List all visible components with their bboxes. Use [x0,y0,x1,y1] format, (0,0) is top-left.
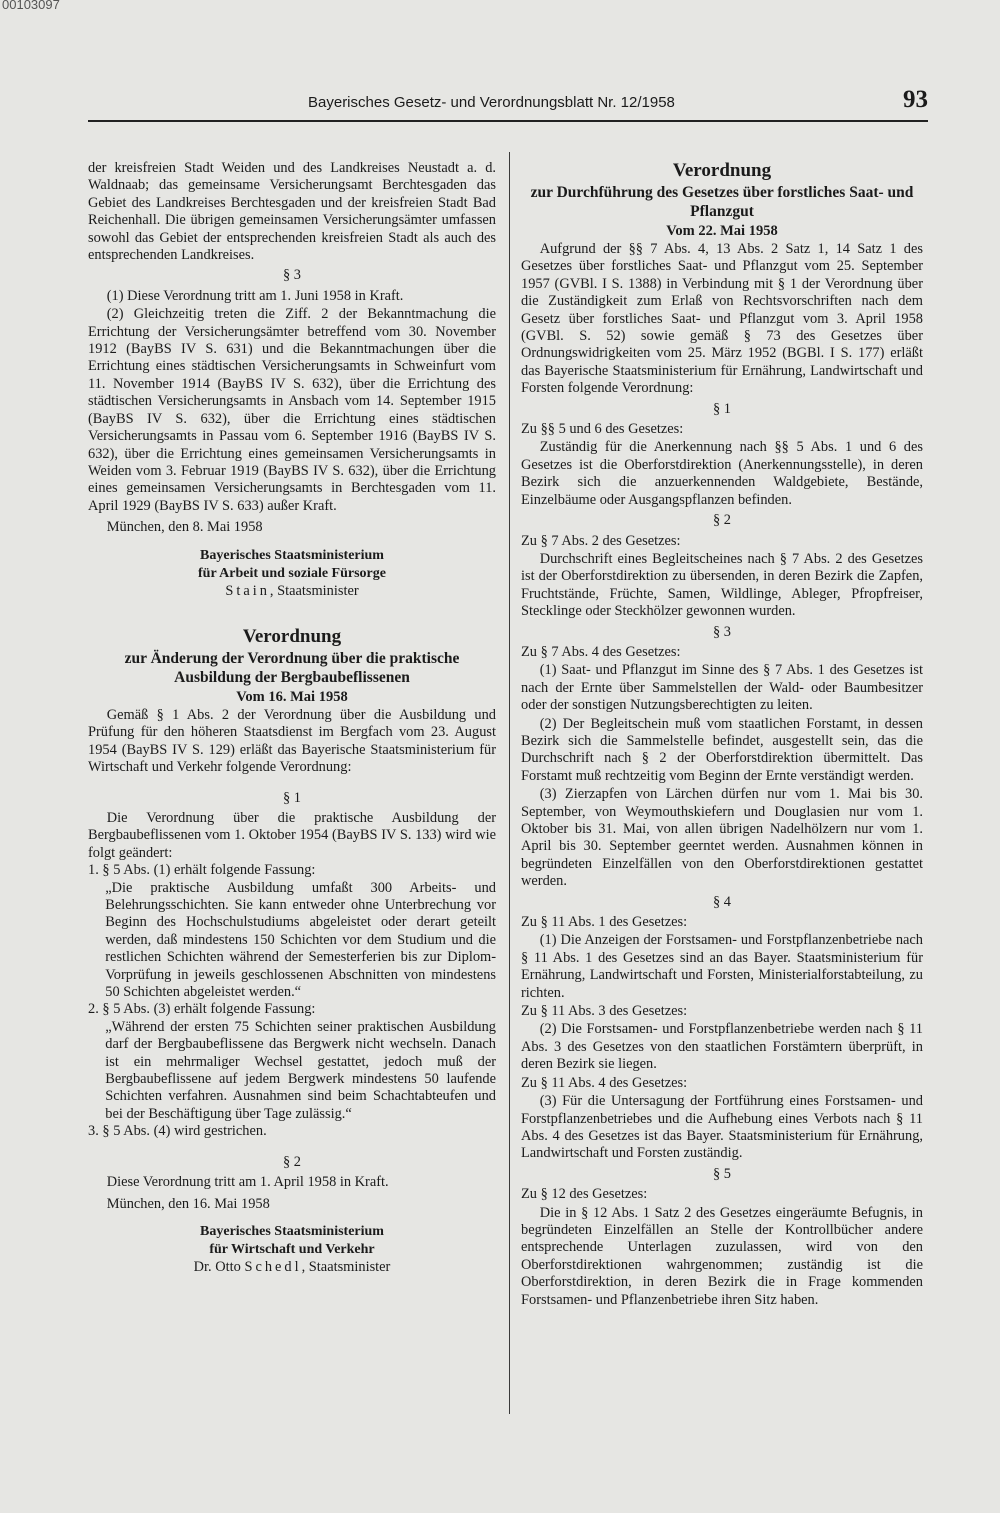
item-text: § 5 Abs. (1) erhält folgende Fassung: [102,862,316,879]
paragraph: Durchschrift eines Begleitscheines nach § 7 Abs. 2 des Gesetzes ist der Oberforstdirektion zu übersenden, in deren Bezirk die Zapfen, Fruchtstände, Früchte, Samen, Wildlinge, Ableger, Pfropfreiser, Stecklinge oder Steckhölzer gewonnen wurden. [521,550,923,620]
signer-prefix: Dr. Otto [193,1258,245,1275]
left-column [88,160,496,1276]
paragraph: Zuständig für die Anerkennung nach §§ 5 Abs. 1 und 6 des Gesetzes ist die Oberforstdirektion (Anerkennungsstelle), in deren Bezirk sich die anzuerkennenden Waldgebiete, Bestände, Einzelbäume oder Ausgangspflanzen befinden. [521,439,923,508]
right-column [521,160,923,1309]
paragraph: (1) Saat- und Pflanzgut im Sinne des § 7 Abs. 1 des Gesetzes ist nach der Ernte über Sammelstellen der Wald- oder Baumbesitzer oder der sonstigen Nutzungsberechtigten zu leiten. [521,662,923,714]
section-reference: Zu § 11 Abs. 3 des Gesetzes: [521,1003,688,1020]
ordinance-date: Vom 16. Mai 1958 [236,688,348,705]
spacer [88,600,496,626]
item-number: 1. [88,862,99,879]
date-line: München, den 8. Mai 1958 [106,519,263,536]
column-divider [509,152,510,1414]
signature-authority: für Arbeit und soziale Fürsorge [198,565,386,581]
paragraph: Die Verordnung über die praktische Ausbildung der Bergbaubeflissenen vom 1. Oktober 1954 (BayBS IV S. 133) wird wie folgt geändert: [88,809,496,861]
spacer [88,1141,496,1151]
signature-authority: Bayerisches Staatsministerium [200,547,384,563]
item-quote: „Die praktische Ausbildung umfaßt 300 Arbeits- und Belehrungsschichten. Sie kann entweder ohne Unterbrechung vor Beginn des Hochschulstudiums abgeleistet oder derart geteilt werden, daß mindestens 150 Schichten vor dem Studium und die restlichen Schichten während der Semesterferien bis zur Diplom-Vorprüfung in jeweils geschlossenen Abschnitten von mindestens 50 Schichten abgeleistet werden.“ [105,879,496,1001]
paragraph: Die in § 12 Abs. 1 Satz 2 des Gesetzes eingeräumte Befugnis, in begründeten Einzelfällen an Stelle der Kontrollbücher andere entsprechende Unterlagen zuzulassen, wird von den Oberforstdirektionen wahrgenommen; zuständig ist die Oberforstdirektion, in deren Bezirk die in Frage kommenden Forstsamen- und Pflanzenbetriebe ihren Sitz haben. [521,1204,923,1308]
section-heading: § 3 [713,623,731,640]
paragraph: (3) Zierzapfen von Lärchen dürfen nur vom 1. Mai bis 30. September, von Weymouthskiefern und Douglasien nur vom 1. Oktober bis 31. Mai, von allen übrigen Nadelhölzern nur vom 1. April bis 30. September geerntet werden. Ausnahmen können in begründeten Einzelfällen von den Oberforstdirektionen gestattet werden. [521,786,923,890]
ordinance-subtitle: zur Änderung der Verordnung über die praktische Ausbildung der Bergbaubeflissenen [124,649,460,686]
section-reference: Zu § 7 Abs. 2 des Gesetzes: [521,532,681,549]
signature-name-line [88,1259,496,1276]
list-item [88,862,496,1001]
amendment-list [88,862,496,1141]
list-item [88,1123,496,1140]
paragraph: Diese Verordnung tritt am 1. April 1958 in Kraft. [106,1174,389,1191]
item-text: § 5 Abs. (4) wird gestrichen. [102,1123,267,1140]
paragraph: (3) Für die Untersagung der Fortführung eines Forstsamen- und Forstpflanzenbetriebes und die Aufhebung eines Verbots nach § 11 Abs. 4 des Gesetzes ist das Bayer. Staatsministerium für Ernährung, Landwirtschaft und Forsten zuständig. [521,1093,923,1162]
paragraph: (2) Die Forstsamen- und Forstpflanzenbetriebe werden nach § 11 Abs. 3 des Gesetzes von den staatlichen Forstämtern überprüft, in deren Bezirk sie liegen. [521,1021,923,1073]
signature-authority: für Wirtschaft und Verkehr [209,1241,375,1257]
section-reference: Zu §§ 5 und 6 des Gesetzes: [521,421,684,438]
spacer [88,777,496,787]
signer-name: Schedl [244,1258,302,1275]
preamble: Gemäß § 1 Abs. 2 der Verordnung über die Ausbildung und Prüfung für den höheren Staatsdienst im Bergfach vom 23. August 1954 (BayBS IV S. 129) erläßt das Bayerische Staatsministerium für Wirtschaft und Verkehr folgende Verordnung: [88,706,496,776]
item-text: § 5 Abs. (3) erhält folgende Fassung: [102,1001,316,1018]
item-quote: „Während der ersten 75 Schichten seiner praktischen Ausbildung darf der Bergbaubeflissene das Bergwerk nicht wechseln. Danach ist ein mehrmaliger Wechsel gestattet, jedoch muß der Bergbaubeflissene auf jedem Bergwerk mindestens 50 laufende Schichten verfahren. Ausnahmen sind beim Schachtabteufen und bei der Beschäftigung über Tage zulässig.“ [105,1018,496,1122]
section-reference: Zu § 11 Abs. 4 des Gesetzes: [521,1074,688,1091]
section-heading: § 1 [283,789,301,806]
signer-role: , Staatsminister [301,1258,391,1275]
ordinance-title: Verordnung [672,160,772,181]
spacer [88,537,496,547]
signer-role: , Staatsminister [269,582,359,599]
signature-authority: Bayerisches Staatsministerium [200,1223,384,1239]
ordinance-title: Verordnung [242,625,342,647]
section-reference: Zu § 11 Abs. 1 des Gesetzes: [521,914,688,931]
item-number: 3. [88,1123,99,1140]
section-heading: § 2 [283,1153,301,1170]
section-heading: § 4 [713,893,731,910]
section-heading: § 2 [713,512,731,529]
preamble: Aufgrund der §§ 7 Abs. 4, 13 Abs. 2 Satz 1, 14 Satz 1 des Gesetzes über forstliches Saat- und Pflanzgut vom 25. September 1957 (GVBl. I S. 1388) in Verbindung mit § 1 der Verordnung über die Zuständigkeit zum Erlaß von Rechtsvorschriften nach dem Gesetz über forstliches Saat- und Pflanzgut vom 3. April 1958 (GVBl. S. 52) sowie gemäß § 73 des Gesetzes über Ordnungswidrigkeiten vom 25. März 1952 (BGBl. I S. 177) erläßt das Bayerische Staatsministerium für Ernährung, Landwirtschaft und Forsten folgende Verordnung: [521,241,923,397]
section-heading: § 1 [713,400,731,417]
section-reference: Zu § 7 Abs. 4 des Gesetzes: [521,643,681,660]
ordinance-subtitle: zur Durchführung des Gesetzes über forstliches Saat- und Pflanzgut [530,184,914,220]
section-heading: § 5 [713,1165,731,1182]
intro-paragraph: der kreisfreien Stadt Weiden und des Landkreises Neustadt a. d. Waldnaab; das gemeinsame Versicherungsamt Berchtesgaden das Gebiet des Landkreises Berchtesgaden und der kreisfreien Stadt Bad Reichenhall. Die übrigen gemeinsamen Versicherungsämter umfassen sowohl das Gebiet der entsprechenden kreisfreien Stadt als auch des entsprechenden Landkreises. [88,160,496,264]
paragraph: (2) Der Begleitschein muß vom staatlichen Forstamt, in dessen Bezirk sich die Sammelstelle befindet, ausgestellt sein, das die Durchschrift nach § 2 der Oberforstdirektion übermittelt. Das Forstamt muß rechtzeitig vom Beginn der Ernte verständigt werden. [521,715,923,784]
section-reference: Zu § 12 des Gesetzes: [521,1186,648,1203]
paragraph: (2) Gleichzeitig treten die Ziff. 2 der Bekanntmachung die Errichtung der Versicherungsämter betreffend vom 30. November 1912 (BayBS IV S. 631) und die Bekanntmachungen über die Errichtung eines städtischen Versicherungsamts in Schweinfurt vom 11. November 1914 (BayBS IV S. 632), über die Errichtung des städtischen Versicherungsamts in Ansbach vom 14. September 1915 (BayBS IV S. 632), über die Errichtung eines städtischen Versicherungsamts in Passau vom 6. September 1916 (BayBS IV S. 632), über die Errichtung eines gemeinsamen Versicherungsamts in Weiden vom 3. Februar 1919 (BayBS IV S. 632), über die Errichtung eines gemeinsamen Versicherungsamts in Berchtesgaden vom 11. April 1929 (BayBS IV S. 633) außer Kraft. [88,306,496,514]
item-number: 2. [88,1001,99,1018]
archive-id: 00103097 [2,0,60,12]
page-header [88,88,928,122]
running-title: Bayerisches Gesetz- und Verordnungsblatt Nr. 12/1958 [308,94,675,111]
spacer [88,1213,496,1223]
list-item [88,1001,496,1123]
signature-name-line [88,583,496,600]
ordinance-date: Vom 22. Mai 1958 [666,223,778,239]
paragraph: (1) Diese Verordnung tritt am 1. Juni 1958 in Kraft. [106,287,404,304]
paragraph: (1) Die Anzeigen der Forstsamen- und Forstpflanzenbetriebe nach § 11 Abs. 1 des Gesetzes sind an das Bayer. Staatsministerium für Ernährung, Landwirtschaft und Forsten, Ministerialforstabteilung, zu richten. [521,932,923,1001]
signer-name: Stain [225,582,270,599]
date-line: München, den 16. Mai 1958 [106,1195,270,1212]
page-number: 93 [903,86,928,113]
section-heading: § 3 [283,267,301,284]
